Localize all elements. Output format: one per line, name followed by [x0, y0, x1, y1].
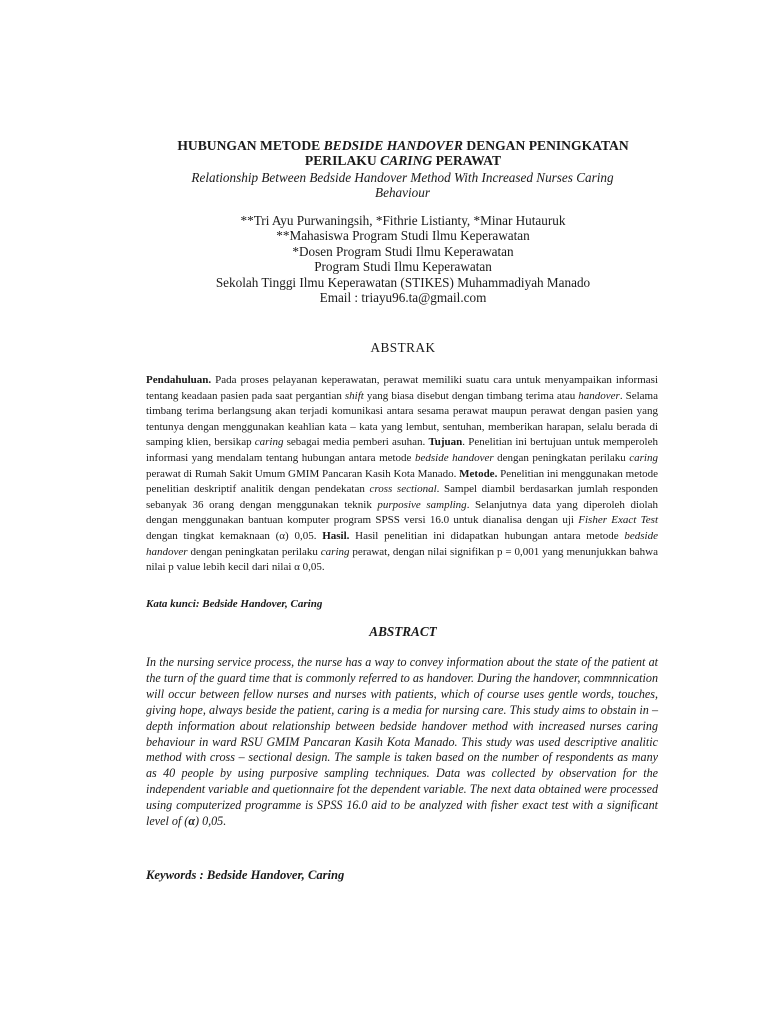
affiliation: Sekolah Tinggi Ilmu Keperawatan (STIKES) Muhammadiyah Manado [215, 274, 591, 290]
body-text: yang biasa disebut dengan timbang terima atau [363, 389, 579, 402]
body-text: dengan peningkatan perilaku [187, 545, 321, 558]
body-text: Pada proses pelayanan keperawatan, perawat memiliki suatu cara untuk menyampaikan informasi tentang keadaan pasien pada saat pergantian [146, 374, 658, 402]
affiliation: *Dosen Program Studi Ilmu Keperawatan [292, 243, 514, 259]
body-text: ) 0,05. [195, 814, 227, 829]
title-line-1 [100, 138, 706, 153]
author-email: Email : triayu96.ta@gmail.com [319, 290, 487, 306]
title-text: DENGAN PENINGKATAN [463, 138, 629, 153]
title-text: PERAWAT [432, 153, 502, 168]
italic-term: purposive sampling [377, 498, 467, 511]
body-text: dengan peningkatan perilaku [493, 451, 630, 464]
title-text: HUBUNGAN METODE [177, 138, 324, 153]
body-text: Penelitian ini menggunakan metode penelitian deskriptif analitik dengan pendekatan [146, 467, 659, 496]
kata-kunci: Kata kunci: Bedside Handover, Caring [146, 598, 323, 610]
italic-term: caring [629, 451, 658, 464]
english-title-line: Relationship Between Bedside Handover Method With Increased Nurses Caring [191, 170, 614, 185]
english-title-line: Behaviour [375, 185, 430, 200]
title-italic-term: BEDSIDE HANDOVER [323, 138, 463, 153]
abstract-body [146, 655, 658, 830]
body-text: . Selanjutnya data yang diperoleh diolah dengan menggunakan bantuan komputer program SPSS versi 16.0 untuk dianalisa dengan uji [146, 498, 658, 527]
italic-term: caring [320, 545, 350, 558]
italic-term: handover [578, 389, 620, 402]
body-text: sebagai media pemberi asuhan. [283, 436, 429, 449]
body-text: In the nursing service process, the nurse has a way to convey information about the state of the patient at the turn of the guard time that is commonly referred to as handover. During the handover, commnnication will occur between fellow nurses and nurses with patients, which of course uses gentle words, touches, giving hope, always beside the patient, caring is a media for nursing care. This study aims to obstain in – depth information about relationship between bedside handover method with increased nurses caring behaviour in ward RSU GMIM Pancaran Kasih Kota Manado. This study was used descriptive analitic method with cross – sectional design. The sample is taken based on the number of respondents as many as 40 people by using purposive sampling techniques. Data was collected by observation for the independent variable and quetionnaire fot the dependent variable. The next data obtained were processed using computerized programme is SPSS 16.0 aid to be analyzed with fisher exact test with a significant level of ( [146, 655, 658, 829]
abstrak-body [146, 373, 658, 576]
alpha-symbol: α [188, 814, 196, 829]
section-label: Hasil. [322, 529, 350, 542]
italic-term: bedside handover [414, 451, 494, 464]
body-text: . Selama timbang terima berlangsung akan terjadi komunikasi antara sesama perawat maupun perawat dengan pasien yang tentunya dengan menggunakan keahlian kata – kata yang lembut, sentuhan, memberikan harapan, selalu berada di samping klien, bersikap [146, 389, 658, 449]
body-text: Hasil penelitian ini didapatkan hubungan antara metode [349, 529, 625, 542]
title-text: PERILAKU [304, 153, 381, 168]
body-text: . Penelitian ini bertujuan untuk memperoleh informasi yang mendalam tentang hubungan antara metode [146, 436, 658, 464]
body-text: perawat, dengan nilai signifikan p = 0,001 yang menunjukkan bahwa nilai p value lebih kecil dari nilai α 0,05. [146, 545, 658, 574]
title-line-2 [100, 153, 706, 168]
body-text: . Sampel diambil berdasarkan jumlah responden sebanyak 36 orang dengan menggunakan teknik [146, 483, 658, 511]
author-names: **Tri Ayu Purwaningsih, *Fithrie Listianty, *Minar Hutauruk [240, 213, 566, 228]
body-text: perawat di Rumah Sakit Umum GMIM Pancaran Kasih Kota Manado. [146, 467, 460, 480]
section-label: Pendahuluan. [146, 374, 212, 386]
author-block [100, 213, 706, 305]
title-italic-term: CARING [380, 153, 433, 168]
italic-term: shift [344, 389, 364, 402]
section-label: Tujuan [428, 436, 463, 449]
italic-term: caring [254, 436, 284, 449]
affiliation: Program Studi Ilmu Keperawatan [314, 259, 492, 275]
italic-term: Fisher Exact Test [578, 514, 659, 527]
italic-term: bedside handover [146, 529, 658, 558]
paper-title [100, 138, 706, 168]
body-text: dengan tingkat kemaknaan (α) 0,05. [146, 529, 323, 542]
english-title [150, 170, 655, 200]
affiliation: **Mahasiswa Program Studi Ilmu Keperawatan [276, 228, 530, 244]
section-label: Metode. [459, 467, 498, 480]
keywords: Keywords : Bedside Handover, Caring [146, 868, 345, 882]
abstract-heading: ABSTRACT [369, 624, 437, 639]
italic-term: cross sectional [369, 483, 437, 496]
abstrak-heading: ABSTRAK [370, 340, 436, 355]
